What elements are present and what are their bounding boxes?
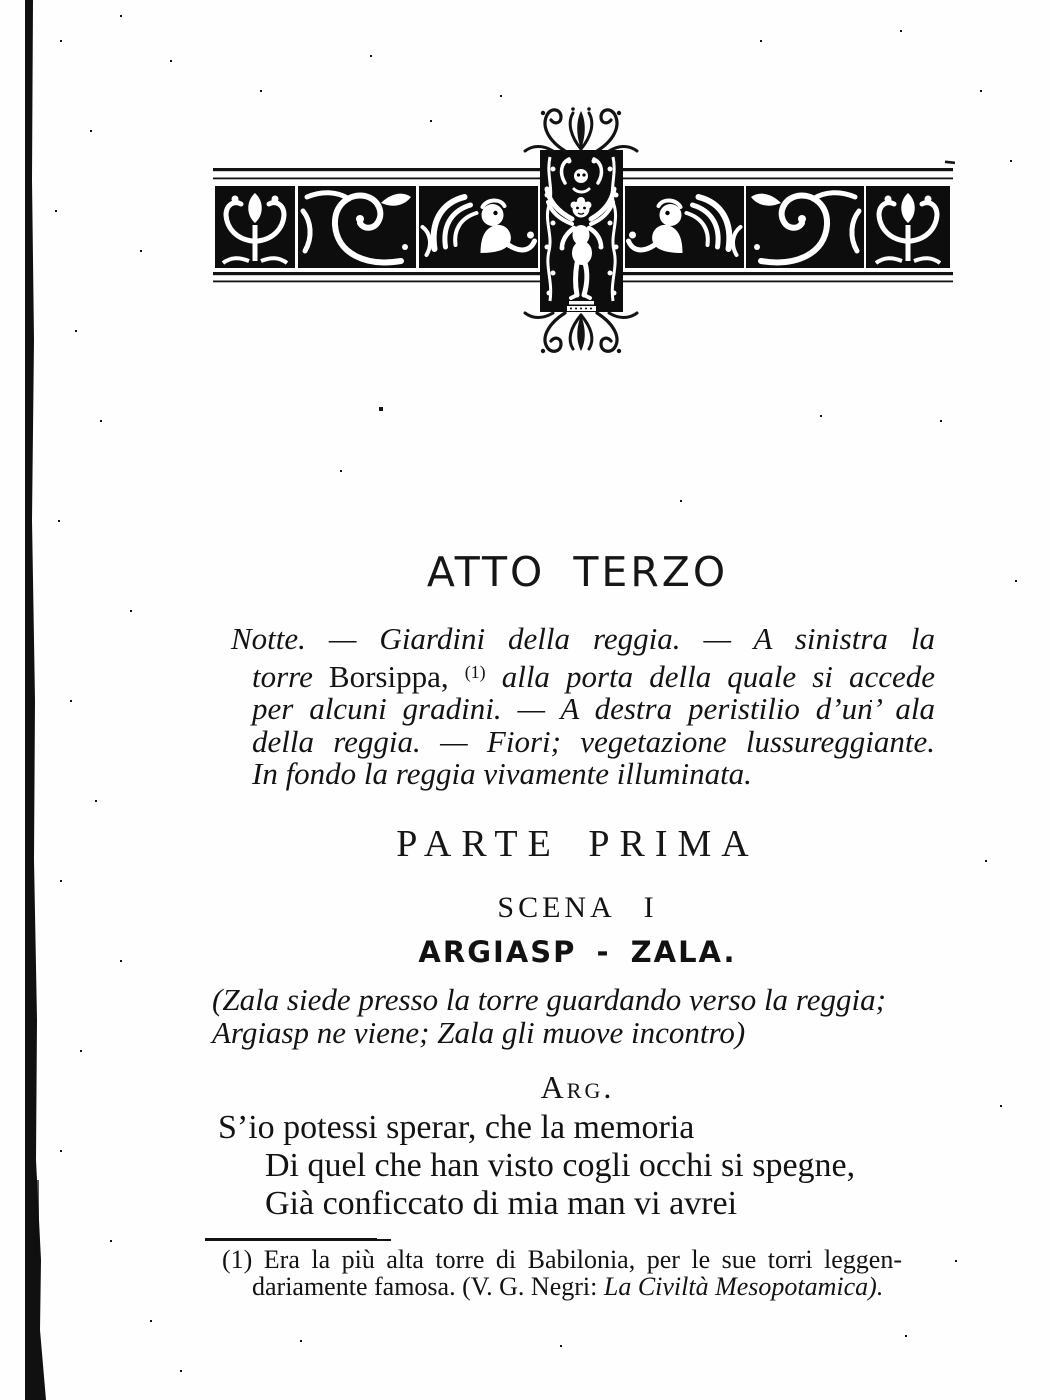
tile-scroll-right [746,186,864,268]
proper-noun-roman: Borsippa, [328,658,465,694]
stage-direction [231,623,935,791]
stage-line: per alcuni gradini. — A destra peristilio d’un’ ala [252,691,935,726]
scene-note [212,983,916,1049]
tile-sphinx-right [625,186,744,268]
verse-line: S’io potessi sperar, che la memoria [218,1109,695,1146]
woodcut-ornament-band [213,105,955,355]
stage-line: In fondo la reggia vivamente illuminata. [252,756,752,791]
scene-note-line: Argiasp ne viene; Zala gli muove incontro) [212,1015,746,1050]
footnote-reference: (1) [464,661,486,682]
part-heading: PARTE PRIMA [396,823,759,865]
scan-noise-specks [0,0,2,2]
tile-scroll-left [298,186,416,268]
binding-edge-strip [20,0,60,1400]
anthemion-top [525,107,637,151]
tile-putto-center [540,150,623,312]
tile-plant-right [866,186,950,268]
stage-line: della reggia. — Fiori; vegetazione lussureggiante. [252,723,935,759]
book-title-italic: La Civiltà Mesopotamica). [603,1272,884,1301]
verse [218,1109,918,1223]
characters-heading: ARGIASP - ZALA. [418,935,737,969]
speaker-label: Arg. [540,1069,615,1105]
footnote-line: (1) Era la più alta torre di Babilonia, per le sue torri leggen- [222,1245,902,1274]
anthemion-bottom [525,313,637,353]
scene-heading: SCENA I [497,891,658,924]
stage-line: torre Borsippa, $^{(1)}$ alla porta della quale si accede [252,658,936,694]
footnote-rule [205,1238,377,1241]
verse-line: Di quel che han visto cogli occhi si spegne, [265,1147,856,1184]
verse-line: Già conficcato di mia man vi avrei [265,1185,738,1222]
act-title: ATTO TERZO [426,548,729,596]
footnote [222,1246,902,1300]
tile-plant-left [215,186,295,268]
tile-sphinx-left [419,186,538,268]
stage-line: Notte. — Giardini della reggia. — A sinistra la [231,621,935,656]
scene-note-line: (Zala siede presso la torre guardando verso la reggia; [212,982,886,1017]
footnote-line: dariamente famosa. (V. G. Negri: La Civiltà Mesopotamica). [252,1272,884,1301]
